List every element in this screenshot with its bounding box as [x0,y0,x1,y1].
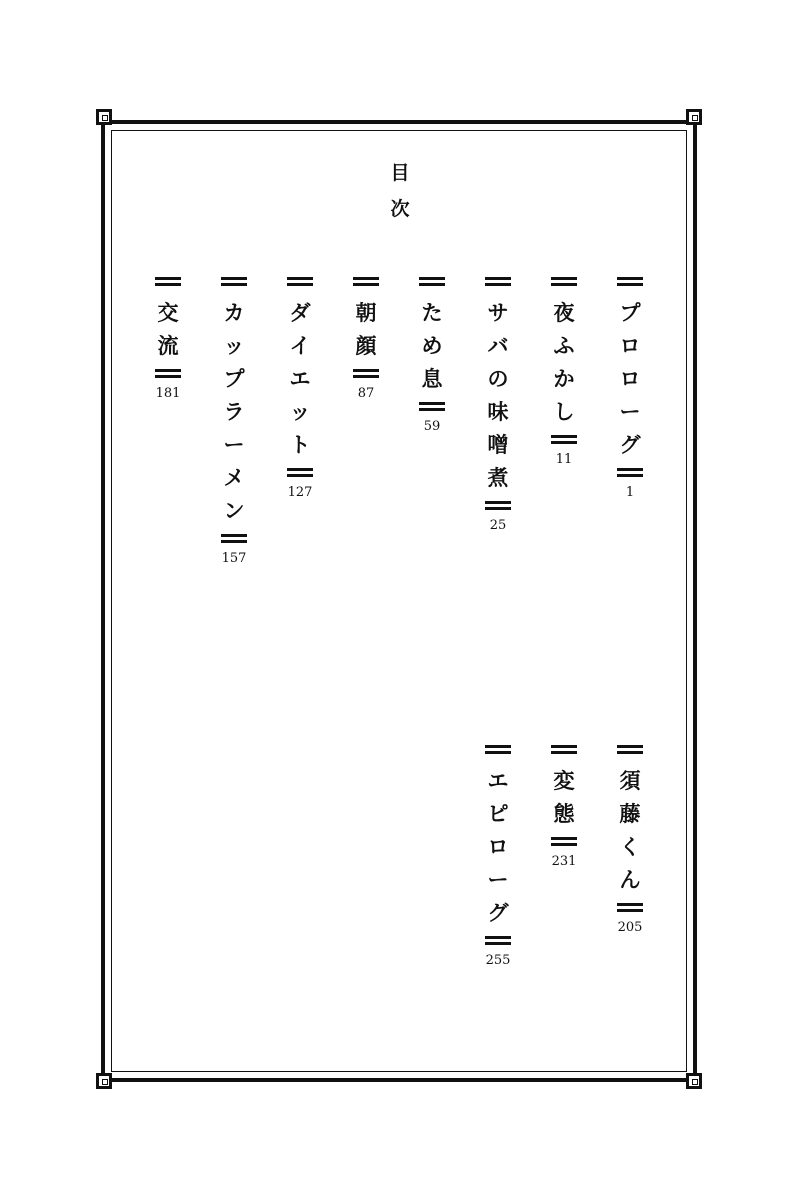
leader-mark [485,740,511,760]
leader-mark [419,397,445,417]
page-number: 231 [551,854,577,869]
chapter-title: プ ロ ロ ー グ [619,300,641,457]
toc-entry [549,272,579,468]
page-number: 87 [357,386,375,401]
chapter-title: 交 流 [157,300,179,358]
page-number: 255 [485,953,511,968]
page-number: 11 [555,452,573,467]
toc-entry [615,740,645,936]
toc-entry [549,740,579,870]
leader-mark [353,272,379,292]
page-number: 205 [617,920,643,935]
chapter-title: サ バ の 味 噌 煮 [487,300,509,490]
chapter-title: 須 藤 く ん [619,768,641,892]
leader-mark [551,272,577,292]
leader-mark [485,931,511,951]
page-number: 157 [221,551,247,566]
chapter-title: カ ッ プ ラ ー メ ン [223,300,245,523]
leader-mark [617,898,643,918]
leader-mark [287,272,313,292]
leader-mark [155,272,181,292]
chapter-title: エ ピ ロ ー グ [487,768,509,925]
leader-mark [353,364,379,384]
title-char: 目 [390,162,410,184]
frame-corner-ornament [96,1073,112,1089]
page-number: 181 [155,386,181,401]
leader-mark [617,463,643,483]
frame-inner [111,130,687,1072]
toc-entry [615,272,645,501]
chapter-title: た め 息 [421,300,443,391]
leader-mark [617,272,643,292]
toc-entry [483,740,513,969]
frame-corner-ornament [686,109,702,125]
page-number: 25 [489,518,507,533]
toc-entry [483,272,513,534]
leader-mark [617,740,643,760]
chapter-title: 変 態 [553,768,575,826]
toc-entry [153,272,183,402]
title-char: 次 [390,198,410,220]
leader-mark [551,430,577,450]
leader-mark [485,272,511,292]
page-number: 1 [625,485,635,500]
leader-mark [551,740,577,760]
leader-mark [155,364,181,384]
leader-mark [551,832,577,852]
toc-entry [219,272,249,567]
frame-corner-ornament [96,109,112,125]
chapter-title: 夜 ふ か し [553,300,575,424]
page-number: 59 [423,419,441,434]
leader-mark [221,272,247,292]
toc-entry [351,272,381,402]
leader-mark [419,272,445,292]
frame-corner-ornament [686,1073,702,1089]
page-title [386,160,414,232]
leader-mark [221,529,247,549]
toc-entry [417,272,447,435]
chapter-title: 朝 顔 [355,300,377,358]
page-number: 127 [287,485,313,500]
chapter-title: ダ イ エ ッ ト [289,300,311,457]
leader-mark [485,496,511,516]
toc-entry [285,272,315,501]
leader-mark [287,463,313,483]
